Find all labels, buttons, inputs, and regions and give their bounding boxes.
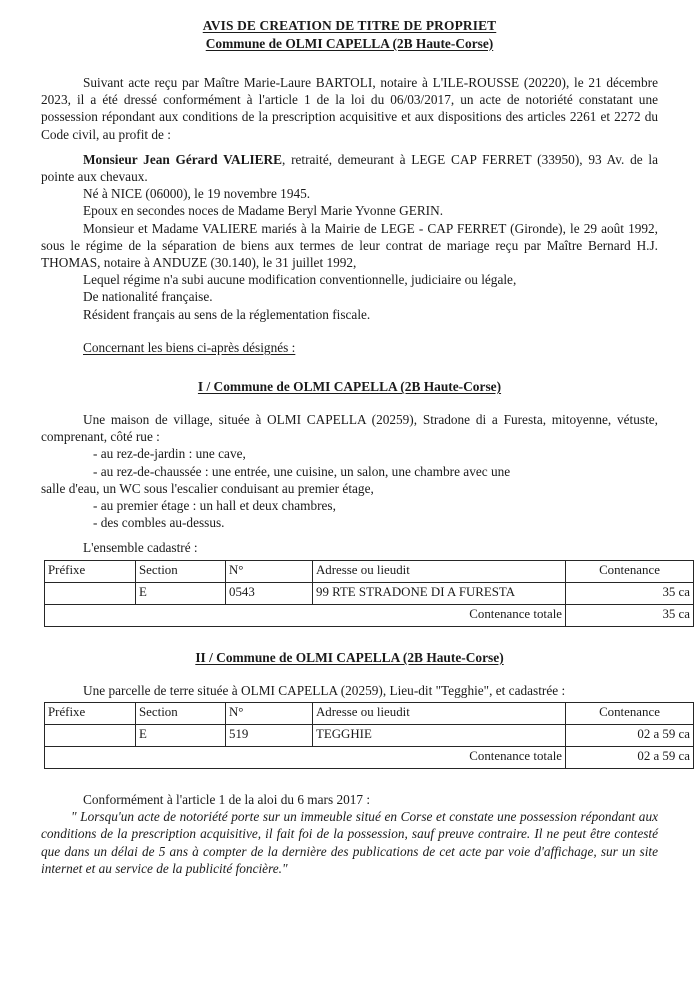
table-header-adresse: Adresse ou lieudit bbox=[313, 702, 566, 724]
spacer bbox=[41, 769, 658, 791]
section-1-bullet-0: - au rez-de-jardin : une cave, bbox=[93, 446, 246, 462]
spacer bbox=[41, 52, 658, 74]
section-2-description: Une parcelle de terre située à OLMI CAPELLA (20259), Lieu-dit "Tegghie", et cadastrée : bbox=[83, 682, 566, 698]
page-subtitle-text: Commune de OLMI CAPELLA (2B Haute-Corse) bbox=[205, 35, 494, 51]
cadastre-table-2 bbox=[44, 702, 694, 769]
page-title-text: AVIS DE CREATION DE TITRE DE PROPRIET bbox=[202, 18, 497, 33]
spacer bbox=[41, 531, 658, 539]
beneficiary-nationality: De nationalité française. bbox=[83, 289, 213, 305]
spacer bbox=[41, 323, 658, 339]
document-body bbox=[41, 18, 690, 878]
table-header-numero: N° bbox=[226, 560, 313, 582]
section-1-bullet-3: - des combles au-dessus. bbox=[93, 515, 225, 531]
page-subtitle bbox=[41, 36, 658, 53]
cell-section: E bbox=[136, 582, 226, 604]
table-total-row bbox=[45, 746, 694, 768]
table-row bbox=[45, 582, 694, 604]
table-header-contenance: Contenance bbox=[566, 560, 694, 582]
spacer bbox=[41, 395, 658, 411]
table-total-label: Contenance totale bbox=[45, 746, 566, 768]
beneficiary-details: , retraité, demeurant à LEGE CAP FERRET (33950), 93 Av. de la pointe aux chevaux. bbox=[41, 151, 658, 185]
table-header-section: Section bbox=[136, 702, 226, 724]
section-heading-2-text: II / Commune de OLMI CAPELLA (2B Haute-Corse) bbox=[195, 649, 504, 665]
conformity-lead: Conformément à l'article 1 de la aloi du 6 mars 2017 : bbox=[83, 791, 371, 807]
cell-contenance: 02 a 59 ca bbox=[566, 724, 694, 746]
table-total-value: 02 a 59 ca bbox=[566, 746, 694, 768]
beneficiary-spouse: Epoux en secondes noces de Madame Beryl Marie Yvonne GERIN. bbox=[83, 203, 444, 219]
intro-paragraph: Suivant acte reçu par Maître Marie-Laure BARTOLI, notaire à L'ILE-ROUSSE (20220), le 21 décembre 2023, il a été dressé conformément à l'article 1 de la loi du 06/03/2017, un acte de notoriété constatant une possession répondant aux conditions de la prescription acquisitive et aux dispositions des articles 2261 et 2272 du Code civil, au profit de : bbox=[41, 75, 658, 142]
beneficiary-regime: Lequel régime n'a subi aucune modification conventionnelle, judiciaire ou légale, bbox=[83, 272, 517, 288]
spacer bbox=[41, 143, 658, 151]
section-1-bullet-1-continuation: salle d'eau, un WC sous l'escalier conduisant au premier étage, bbox=[41, 480, 374, 496]
cell-prefixe bbox=[45, 724, 136, 746]
section-heading-2 bbox=[41, 649, 658, 666]
section-heading-1-text: I / Commune de OLMI CAPELLA (2B Haute-Corse) bbox=[197, 379, 502, 395]
table-header-numero: N° bbox=[226, 702, 313, 724]
cell-numero: 0543 bbox=[226, 582, 313, 604]
cell-prefixe bbox=[45, 582, 136, 604]
section-1-bullet-2: - au premier étage : un hall et deux chambres, bbox=[93, 498, 336, 514]
section-1-table-caption: L'ensemble cadastré : bbox=[83, 540, 198, 556]
table-header-row bbox=[45, 702, 694, 724]
table-total-row bbox=[45, 604, 694, 626]
cell-adresse: TEGGHIE bbox=[313, 724, 566, 746]
table-header-row bbox=[45, 560, 694, 582]
conformity-quote: " Lorsqu'un acte de notoriété porte sur un immeuble situé en Corse et constate une possession répondant aux conditions de la prescription acquisitive, il fait foi de la possession, sauf preuve contraire. Il ne peut être contesté que dans un délai de 5 ans à compter de la dernière des publications de cet acte par voie d'affichage, sur un site internet et au service de la publicité foncière." bbox=[41, 809, 658, 877]
cell-contenance: 35 ca bbox=[566, 582, 694, 604]
table-header-prefixe: Préfixe bbox=[45, 560, 136, 582]
table-total-value: 35 ca bbox=[566, 604, 694, 626]
concerning-heading-text: Concernant les biens ci-après désignés : bbox=[83, 339, 296, 355]
cell-section: E bbox=[136, 724, 226, 746]
table-row bbox=[45, 724, 694, 746]
cadastre-table-1 bbox=[44, 560, 694, 627]
beneficiary-name: Monsieur Jean Gérard VALIERE bbox=[83, 151, 282, 167]
beneficiary-marriage: Monsieur et Madame VALIERE mariés à la Mairie de LEGE - CAP FERRET (Gironde), le 29 août 1992, sous le régime de la séparation de biens aux termes de leur contrat de mariage reçu par Maître Bernard H.J. THOMAS, notaire à ANDUZE (30.140), le 31 juillet 1992, bbox=[41, 220, 658, 271]
cell-adresse: 99 RTE STRADONE DI A FURESTA bbox=[313, 582, 566, 604]
section-heading-1 bbox=[41, 378, 658, 395]
concerning-heading bbox=[41, 339, 658, 356]
beneficiary-identity bbox=[41, 151, 658, 185]
spacer bbox=[41, 356, 658, 378]
table-header-section: Section bbox=[136, 560, 226, 582]
spacer bbox=[41, 627, 658, 649]
page-title bbox=[41, 18, 658, 35]
table-header-contenance: Contenance bbox=[566, 702, 694, 724]
cell-numero: 519 bbox=[226, 724, 313, 746]
beneficiary-birth: Né à NICE (06000), le 19 novembre 1945. bbox=[83, 186, 311, 202]
spacer bbox=[41, 666, 658, 682]
beneficiary-residence: Résident français au sens de la réglementation fiscale. bbox=[83, 306, 371, 322]
table-header-adresse: Adresse ou lieudit bbox=[313, 560, 566, 582]
table-header-prefixe: Préfixe bbox=[45, 702, 136, 724]
table-total-label: Contenance totale bbox=[45, 604, 566, 626]
section-1-bullet-1: - au rez-de-chaussée : une entrée, une cuisine, un salon, une chambre avec une bbox=[93, 463, 511, 479]
section-1-description: Une maison de village, située à OLMI CAPELLA (20259), Stradone di a Furesta, mitoyenne, vétuste, comprenant, côté rue : bbox=[41, 412, 658, 445]
